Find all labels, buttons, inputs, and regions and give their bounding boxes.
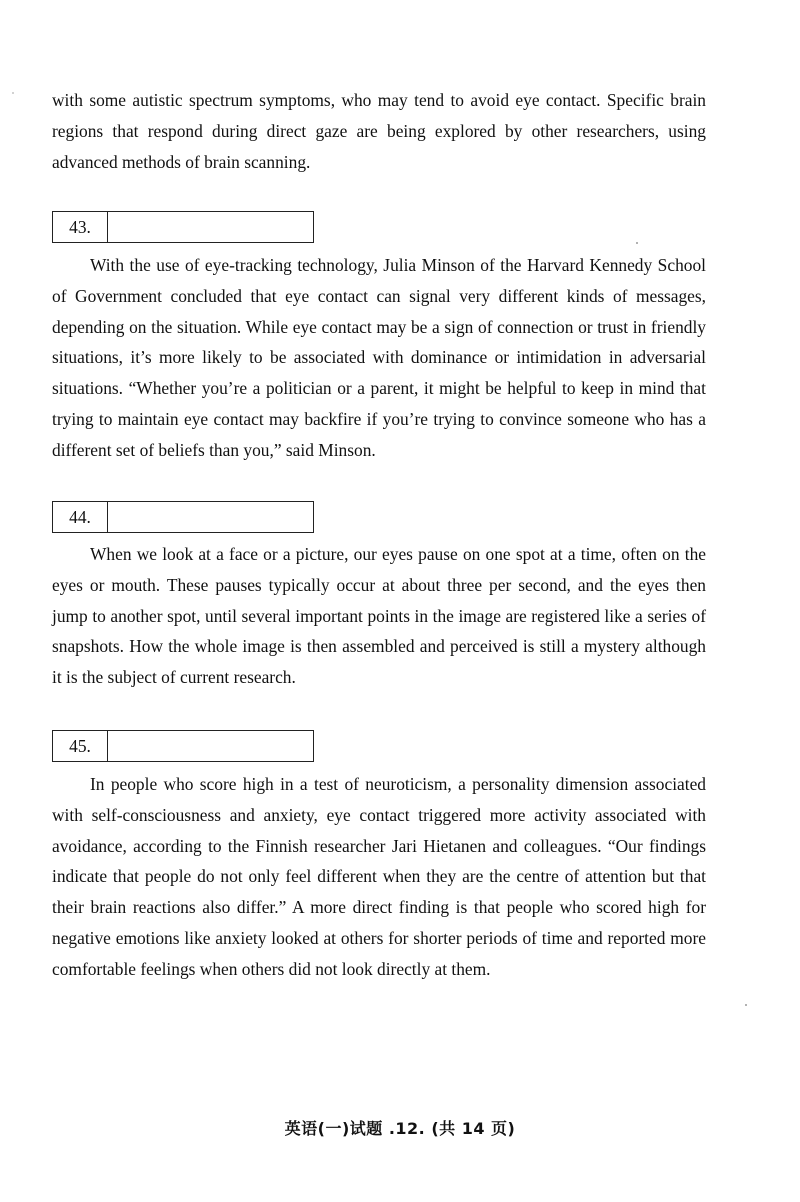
question-number-45: 45. — [53, 731, 108, 761]
question-number-43: 43. — [53, 212, 108, 242]
paragraph-eye-pauses: When we look at a face or a picture, our eyes pause on one spot at a time, often on the eyes or mouth. These pauses typically occur at about three per second, and the eyes then jump to another spot, until several important points in the image are registered like a series of snapshots. How the whole image is then assembled and perceived is still a mystery although it is the subject of current research. — [52, 544, 706, 688]
answer-box-44 — [52, 501, 314, 533]
paragraph-neuroticism: In people who score high in a test of neuroticism, a personality dimension associated with self-consciousness and anxiety, eye contact triggered more activity associated with avoidance, according to the Finnish researcher Jari Hietanen and colleagues. “Our findings indicate that people do not only feel different when they are the centre of attention but that their brain reactions also differ.” A more direct finding is that people who scored high for negative emotions like anxiety looked at others for shorter periods of time and reported more comfortable feelings when others did not look directly at them. — [52, 774, 706, 979]
question-number-44: 44. — [53, 502, 108, 532]
paragraph-eye-tracking: With the use of eye-tracking technology, Julia Minson of the Harvard Kennedy School of Government concluded that eye contact can signal very different kinds of messages, depending on the situation. While eye contact may be a sign of connection or trust in friendly situations, it’s more likely to be associated with dominance or intimidation in adversarial situations. “Whether you’re a politician or a parent, it might be helpful to keep in mind that trying to maintain eye contact may backfire if you’re trying to convince someone who has a different set of beliefs than you,” said Minson. — [52, 255, 706, 460]
answer-blank-44[interactable] — [108, 502, 313, 532]
scan-speck — [745, 1004, 747, 1006]
answer-blank-45[interactable] — [108, 731, 313, 761]
answer-blank-43[interactable] — [108, 212, 313, 242]
answer-box-43 — [52, 211, 314, 243]
page-footer: 英语(一)试题 .12. (共 14 页) — [284, 1119, 516, 1138]
answer-box-45 — [52, 730, 314, 762]
paragraph-continuation: with some autistic spectrum symptoms, who may tend to avoid eye contact. Specific brain regions that respond during direct gaze are being explored by other researchers, using advanced methods of brain scanning. — [52, 90, 706, 172]
scan-speck — [12, 92, 14, 94]
scan-speck — [636, 242, 638, 244]
